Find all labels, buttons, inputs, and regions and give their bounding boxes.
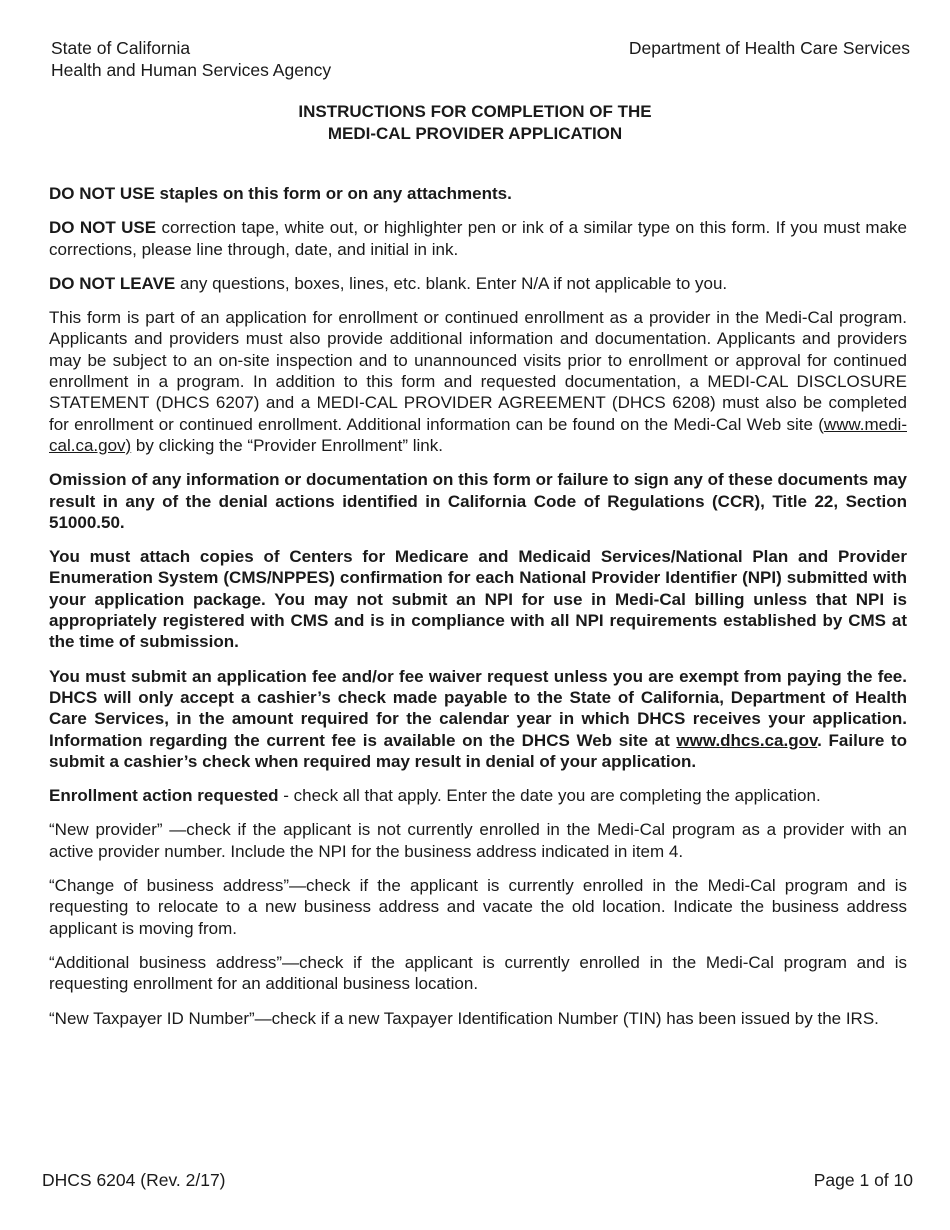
page-number: Page 1 of 10 (813, 1170, 913, 1190)
change-address-instruction: “Change of business address”—check if the applicant is currently enrolled in the Medi-Cal program and is requesting to relocate to a new business address and vacate the old location. Indicate the business address applicant is moving from. (49, 876, 907, 938)
header-department: Department of Health Care Services (628, 38, 910, 58)
intro-text: This form is part of an application for enrollment or continued enrollment as a provider in the Medi-Cal program. Applicants and providers must also provide additional information and documentation. Applicants and providers may be subject to an on-site inspection and to unannounced visits prior to enrollment or approval for continued enrollment in a program. In addition to this form and requested documentation, a MEDI-CAL DISCLOSURE STATEMENT (DHCS 6207) and a MEDI-CAL PROVIDER AGREEMENT (DHCS 6208) must also be completed for enrollment or continued enrollment. Additional information can be found on the Medi-Cal Web site ( (49, 308, 907, 434)
blank-fields-text: any questions, boxes, lines, etc. blank. Enter N/A if not applicable to you. (175, 273, 728, 293)
enrollment-action-text: - check all that apply. Enter the date you are completing the application. (278, 786, 821, 806)
intro-paragraph (49, 307, 907, 456)
npi-notice: You must attach copies of Centers for Medicare and Medicaid Services/National Plan and Provider Enumeration System (CMS/NPPES) confirmation for each National Provider Identifier (NPI) submitted with your application package. You may not submit an NPI for use in Medi-Cal billing unless that NPI is appropriately registered with CMS and is in compliance with all NPI requirements established by CMS at the time of submission. (49, 547, 907, 652)
header-agency (51, 37, 331, 81)
blank-fields-lead: DO NOT LEAVE (49, 273, 176, 293)
title-line-2: MEDI-CAL PROVIDER APPLICATION (327, 124, 623, 143)
correction-tape-text: correction tape, white out, or highlighter pen or ink of a similar type on this form. If you must make corrections, please line through, date, and initial in ink. (49, 218, 907, 259)
enrollment-action-lead: Enrollment action requested (49, 786, 279, 806)
instructions-body (49, 183, 907, 1042)
blank-fields-warning (49, 273, 907, 294)
additional-address-instruction: “Additional business address”—check if the applicant is currently enrolled in the Medi-Cal program and is requesting enrollment for an additional business location. (49, 952, 907, 994)
new-provider-instruction: “New provider” —check if the applicant is not currently enrolled in the Medi-Cal program as a provider with an active provider number. Include the NPI for the business address indicated in item 4. (49, 820, 907, 861)
correction-tape-warning (49, 217, 907, 260)
medi-cal-link[interactable]: www.medi-cal.ca.gov) (49, 414, 907, 455)
fee-notice (49, 666, 907, 772)
staples-warning: DO NOT USE staples on this form or on any attachments. (49, 184, 512, 203)
omission-notice: Omission of any information or documentation on this form or failure to sign any of these documents may result in any of the denial actions identified in California Code of Regulations (CCR), Title 22, Section 51000.50. (49, 470, 907, 532)
fee-text-end: . Failure to submit a cashier’s check when required may result in denial of your application. (49, 730, 907, 771)
enrollment-action-heading (49, 785, 907, 806)
form-number: DHCS 6204 (Rev. 2/17) (42, 1170, 226, 1190)
header-state: State of California (51, 38, 191, 58)
header-agency-name: Health and Human Services Agency (51, 60, 332, 80)
dhcs-link[interactable]: www.dhcs.ca.gov (676, 730, 818, 750)
intro-text-end: by clicking the “Provider Enrollment” link. (131, 435, 443, 455)
title-line-1: INSTRUCTIONS FOR COMPLETION OF THE (298, 102, 652, 121)
document-title (0, 101, 950, 145)
correction-tape-lead: DO NOT USE (49, 218, 157, 238)
new-tin-instruction: “New Taxpayer ID Number”—check if a new Taxpayer Identification Number (TIN) has been issued by the IRS. (49, 1008, 879, 1028)
fee-text: You must submit an application fee and/or fee waiver request unless you are exempt from paying the fee. DHCS will only accept a cashier’s check made payable to the State of California, Department of Health Care Services, in the amount required for the calendar year in which DHCS receives your application. Information regarding the current fee is available on the DHCS Web site at (49, 666, 907, 750)
